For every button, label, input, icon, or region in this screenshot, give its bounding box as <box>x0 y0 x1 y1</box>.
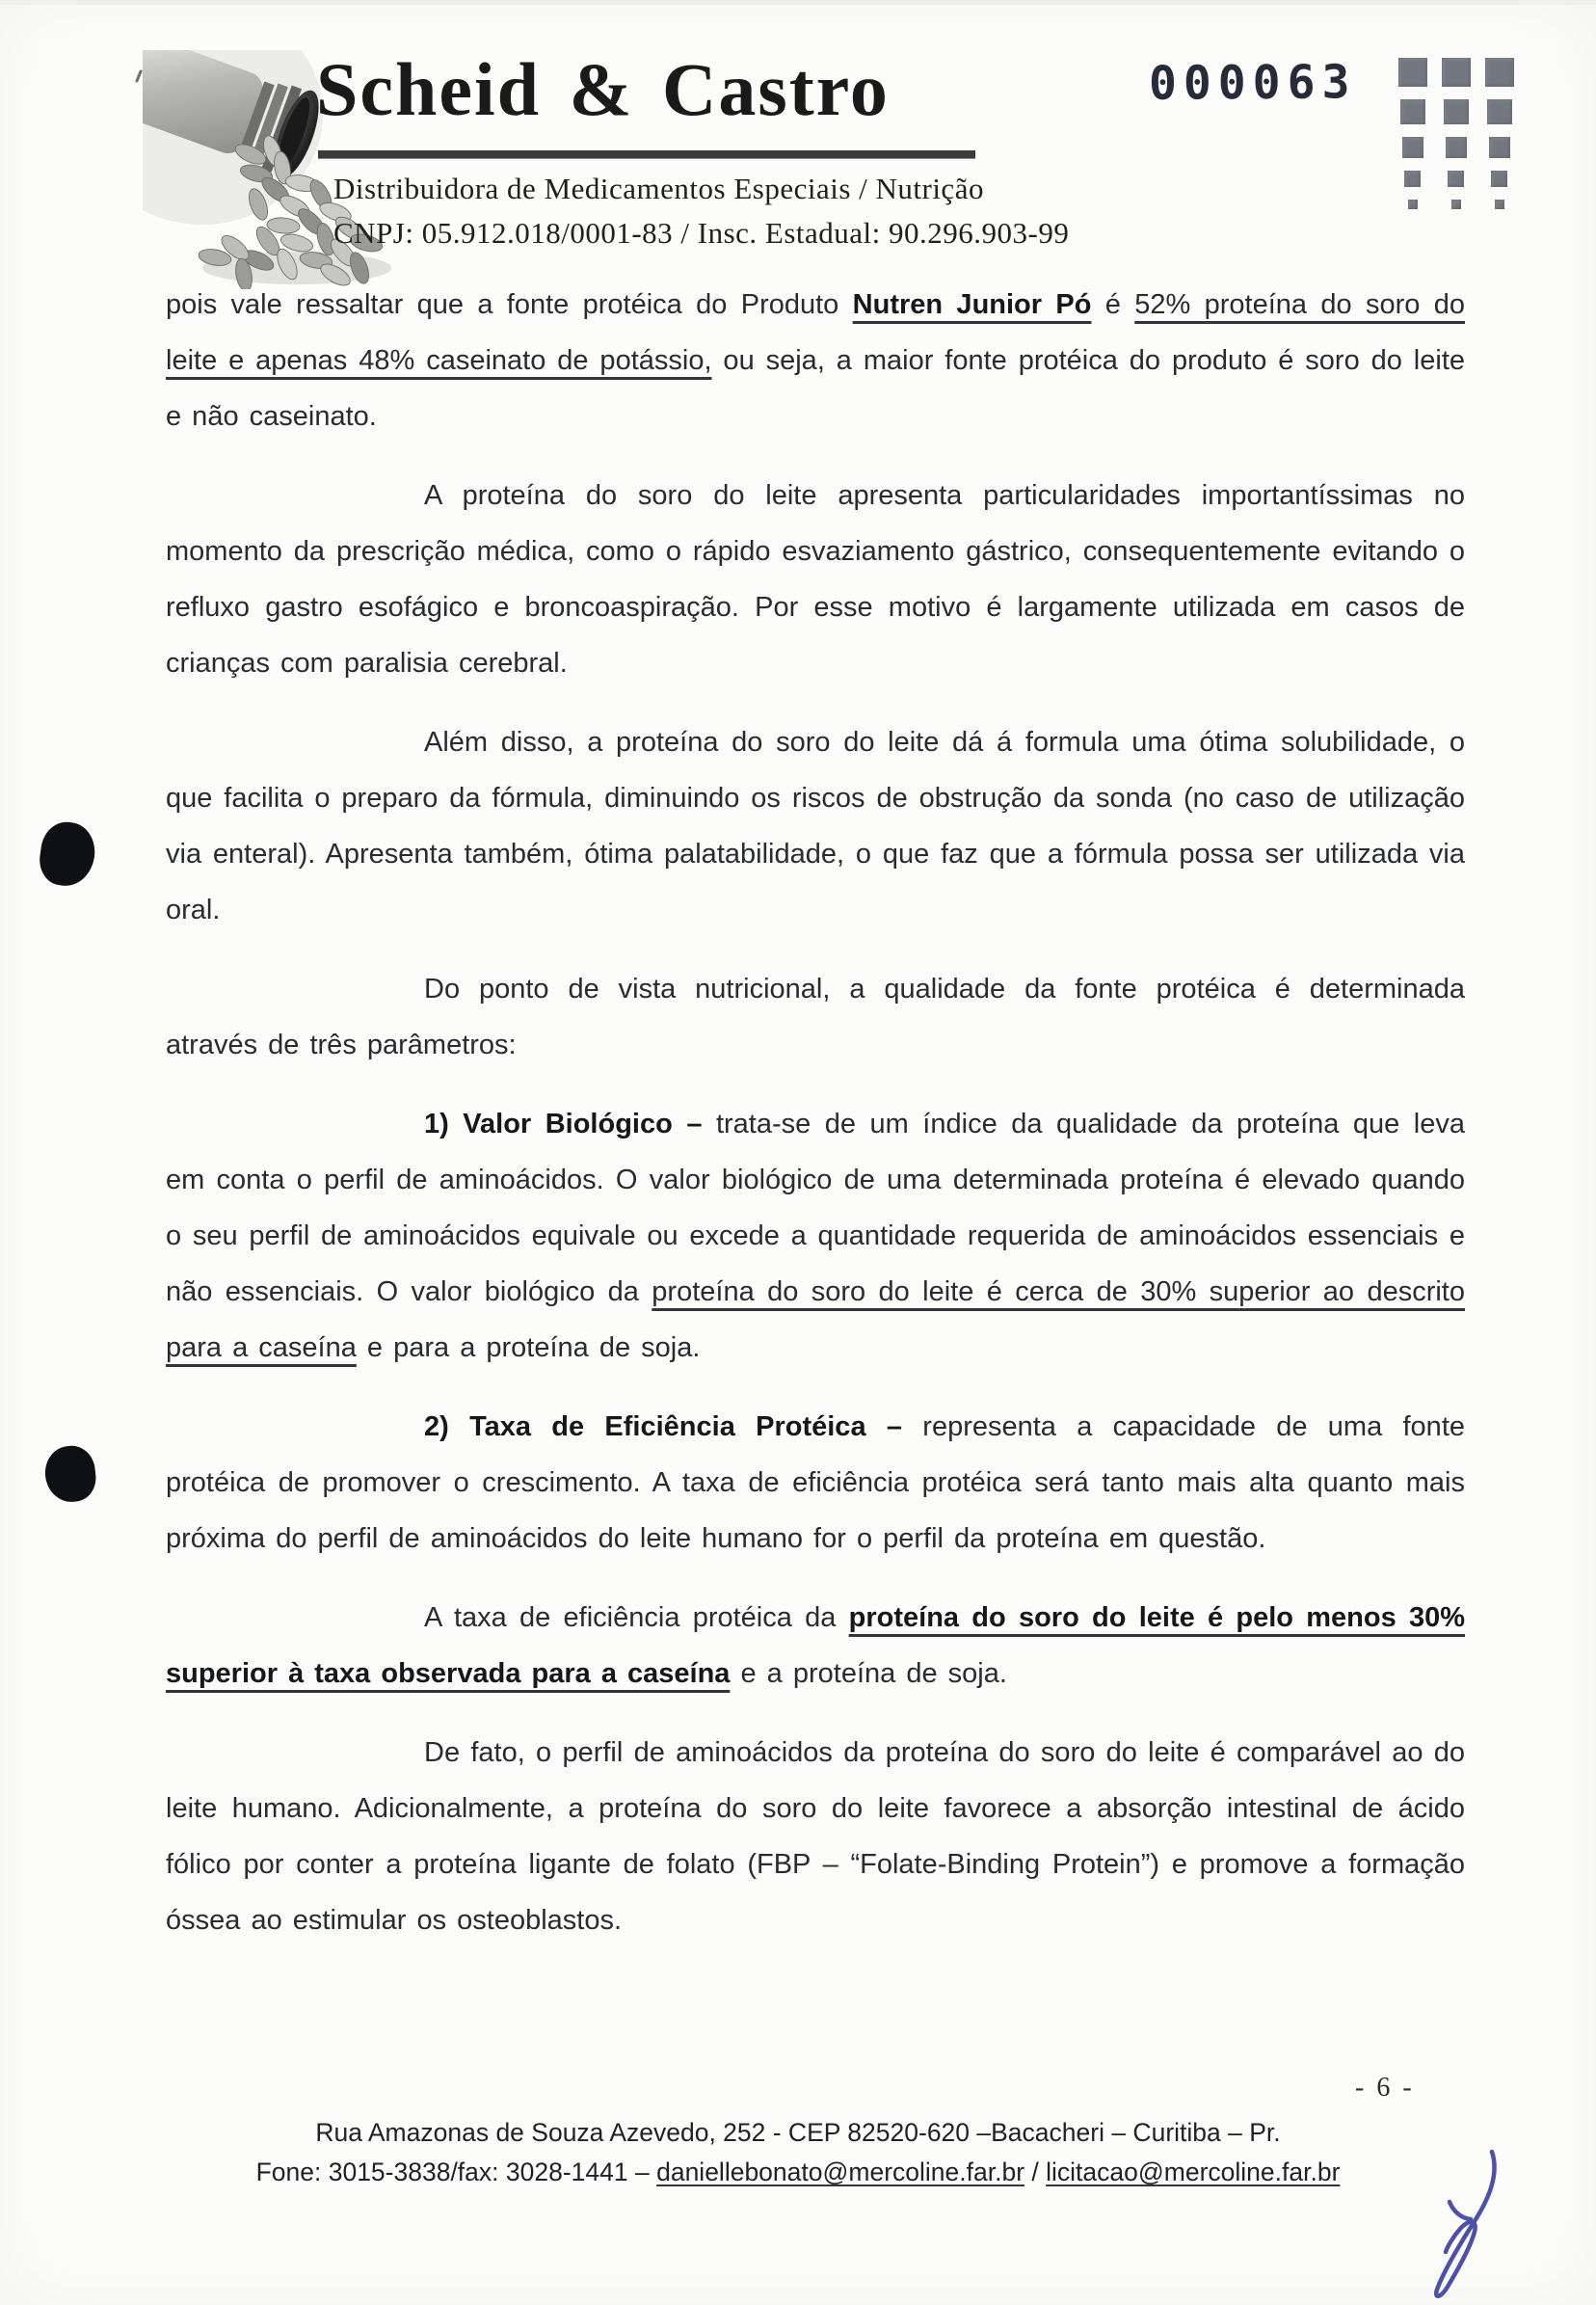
hole-punch-mark <box>37 818 99 889</box>
text-run: e para a proteína de soja. <box>356 1332 701 1363</box>
paragraph <box>166 961 1465 1073</box>
square-mark <box>1402 137 1423 158</box>
text-run: e a proteína de soja. <box>730 1658 1007 1689</box>
text-run: ou seja, a maior fonte protéica do produto é soro do leite e não caseinato. <box>166 345 1466 432</box>
text-run: licitacao@mercoline.far.br <box>1046 2158 1341 2186</box>
text-run: 52% proteína do soro do leite e apenas 48% caseinato de potássio, <box>166 289 1465 376</box>
text-run: De fato, o perfil de aminoácidos da proteína do soro do leite é comparável ao do leite humano. Adicionalmente, a proteína do soro do leite favorece a absorção intestinal de ácido fólico por conter a proteína ligante de folato (FBP – “Folate-Binding Protein”) e promove a formação óssea ao estimular os osteoblastos. <box>166 1737 1465 1936</box>
square-mark <box>1400 99 1425 124</box>
square-mark <box>1448 171 1464 187</box>
company-registration: CNPJ: 05.912.018/0001-83 / Insc. Estadual: 90.296.903-99 <box>333 216 1070 250</box>
paragraph <box>166 1590 1465 1702</box>
square-mark <box>1485 58 1514 87</box>
text-run: A taxa de eficiência protéica da <box>424 1602 849 1633</box>
squares-row <box>1391 99 1521 124</box>
text-run: daniellebonato@mercoline.far.br <box>656 2158 1025 2186</box>
square-mark <box>1495 200 1504 209</box>
squares-row <box>1391 200 1521 209</box>
square-mark <box>1442 58 1471 87</box>
square-mark <box>1446 137 1467 158</box>
text-run: trata-se de um índice da qualidade da proteína que leva em conta o perfil de aminoácidos. O valor biológico de uma determinada proteína é elevado quando o seu perfil de aminoácidos equivale ou excede a quantidade requerida de aminoácidos essenciais e não essenciais. O valor biológico da <box>166 1109 1465 1307</box>
header-divider <box>318 150 975 158</box>
text-run: 2) Taxa de Eficiência Protéica – <box>424 1411 923 1442</box>
paragraph <box>166 277 1465 444</box>
square-mark <box>1398 58 1427 87</box>
square-mark <box>1404 171 1421 187</box>
text-run: proteína do soro do leite é cerca de 30% superior ao descrito para a caseína <box>166 1276 1465 1363</box>
square-mark <box>1491 171 1507 187</box>
text-run: Nutren Junior Pó <box>852 289 1092 320</box>
square-mark <box>1487 99 1512 124</box>
paragraph <box>166 1399 1465 1567</box>
page-footer <box>147 2113 1449 2192</box>
footer-contact <box>147 2153 1449 2192</box>
squares-row <box>1391 171 1521 187</box>
paragraph <box>166 714 1465 938</box>
square-mark <box>1451 200 1461 209</box>
square-mark <box>1489 137 1510 158</box>
document-body <box>166 277 1465 1971</box>
paragraph <box>166 468 1465 691</box>
text-run: Fone: 3015-3838/fax: 3028-1441 – <box>255 2158 657 2186</box>
text-run: A proteína do soro do leite apresenta particularidades importantíssimas no momento da prescrição médica, como o rápido esvaziamento gástrico, consequentemente evitando o refluxo gastro esofágico e broncoaspiração. Por esse motivo é largamente utilizada em casos de crianças com paralisia cerebral. <box>166 480 1465 679</box>
signature-mark <box>1396 2142 1530 2305</box>
footer-address: Rua Amazonas de Souza Azevedo, 252 - CEP 82520-620 –Bacacheri – Curitiba – Pr. <box>315 2118 1281 2147</box>
text-run: pois vale ressaltar que a fonte protéica do Produto <box>166 289 853 320</box>
text-run: Do ponto de vista nutricional, a qualidade da fonte protéica é determinada através de três parâmetros: <box>166 974 1465 1060</box>
text-run: representa a capacidade de uma fonte protéica de promover o crescimento. A taxa de eficiência protéica será tanto mais alta quanto mais próxima do perfil de aminoácidos do leite humano for o perfil da proteína em questão. <box>166 1411 1466 1554</box>
text-run: 1) Valor Biológico – <box>424 1109 716 1139</box>
squares-row <box>1391 58 1521 87</box>
text-run: / <box>1024 2158 1047 2186</box>
hole-punch-mark <box>42 1443 98 1504</box>
scan-edge <box>0 0 1596 5</box>
paragraph <box>166 1725 1465 1948</box>
page-number: - 6 - <box>1355 2073 1415 2103</box>
text-run: Além disso, a proteína do soro do leite dá á formula uma ótima solubilidade, o que facilita o preparo da fórmula, diminuindo os riscos de obstrução da sonda (no caso de utilização via enteral). Apresenta também, ótima palatabilidade, o que faz que a fórmula possa ser utilizada via oral. <box>166 727 1465 925</box>
text-run: é <box>1091 289 1135 320</box>
paragraph <box>166 1096 1465 1376</box>
square-mark <box>1408 200 1418 209</box>
text-run: proteína do soro do leite é pelo menos 30% superior à taxa observada para a caseína <box>166 1602 1466 1689</box>
squares-row <box>1391 137 1521 158</box>
stamp-number: 000063 <box>1148 55 1357 111</box>
square-mark <box>1444 99 1469 124</box>
company-name: Scheid & Castro <box>316 47 890 131</box>
fading-squares-mark <box>1391 58 1521 222</box>
company-tagline: Distribuidora de Medicamentos Especiais / Nutrição <box>333 172 984 205</box>
